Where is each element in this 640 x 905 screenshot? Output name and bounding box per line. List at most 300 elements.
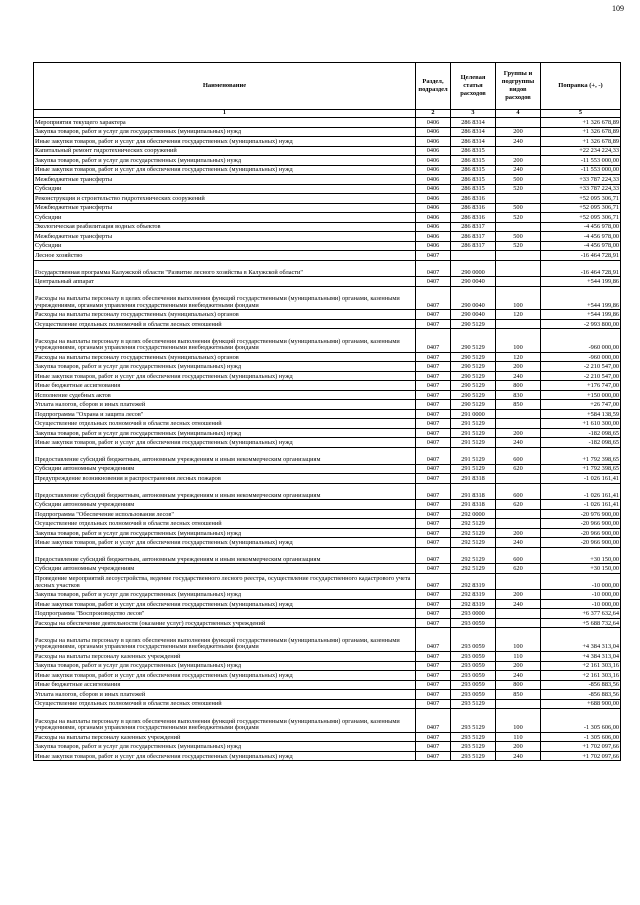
row-target-article: 291 5129 bbox=[451, 419, 496, 429]
row-target-article: 286 8317 bbox=[451, 222, 496, 232]
row-expense-type: 500 bbox=[496, 232, 541, 242]
row-expense-type: 500 bbox=[496, 175, 541, 185]
row-target-article: 291 5129 bbox=[451, 428, 496, 438]
row-expense-type: 200 bbox=[496, 742, 541, 752]
table-row bbox=[34, 362, 621, 372]
row-expense-type: 200 bbox=[496, 528, 541, 538]
table-row bbox=[34, 447, 621, 464]
row-section: 0407 bbox=[416, 609, 451, 619]
row-section: 0407 bbox=[416, 751, 451, 761]
row-amendment: -1 026 161,41 bbox=[541, 500, 621, 510]
table-row bbox=[34, 213, 621, 223]
row-amendment: -4 456 978,00 bbox=[541, 232, 621, 242]
row-target-article: 291 0000 bbox=[451, 409, 496, 419]
row-name: Иные закупки товаров, работ и услуг для обеспечения государственных (муниципальных) нужд bbox=[34, 538, 416, 548]
row-amendment: +1 702 097,66 bbox=[541, 751, 621, 761]
table-row bbox=[34, 400, 621, 410]
row-target-article: 290 5129 bbox=[451, 329, 496, 353]
row-target-article: 293 0059 bbox=[451, 690, 496, 700]
row-name: Центральный аппарат bbox=[34, 277, 416, 287]
table-row bbox=[34, 184, 621, 194]
row-expense-type bbox=[496, 260, 541, 277]
row-section: 0407 bbox=[416, 362, 451, 372]
budget-amendment-table bbox=[33, 62, 621, 761]
row-name: Лесное хозяйство bbox=[34, 251, 416, 261]
table-row bbox=[34, 232, 621, 242]
table-row bbox=[34, 146, 621, 156]
row-section: 0406 bbox=[416, 127, 451, 137]
row-name: Предоставление субсидий бюджетным, автономным учреждениям и иным некоммерческим организациям bbox=[34, 447, 416, 464]
row-name: Межбюджетные трансферты bbox=[34, 232, 416, 242]
column-number: 1 bbox=[34, 110, 416, 118]
row-target-article: 291 5129 bbox=[451, 438, 496, 448]
row-amendment: -2 210 547,00 bbox=[541, 362, 621, 372]
row-expense-type bbox=[496, 251, 541, 261]
row-name: Осуществление отдельных полномочий в области лесных отношений bbox=[34, 699, 416, 709]
row-name: Иные закупки товаров, работ и услуг для обеспечения государственных (муниципальных) нужд bbox=[34, 137, 416, 147]
row-name: Иные закупки товаров, работ и услуг для обеспечения государственных (муниципальных) нужд bbox=[34, 751, 416, 761]
table-row bbox=[34, 329, 621, 353]
row-name: Расходы на выплаты персоналу в целях обеспечения выполнения функций государственными (муниципальными) органами, казенными учреждениями, органами управления государственными внебюджетными фондами bbox=[34, 709, 416, 733]
row-section: 0407 bbox=[416, 538, 451, 548]
row-target-article: 290 0040 bbox=[451, 286, 496, 310]
row-name: Закупка товаров, работ и услуг для государственных (муниципальных) нужд bbox=[34, 590, 416, 600]
row-section: 0406 bbox=[416, 156, 451, 166]
row-section: 0407 bbox=[416, 251, 451, 261]
row-amendment: +2 161 303,16 bbox=[541, 671, 621, 681]
row-name: Реконструкция и строительство гидротехнических сооружений bbox=[34, 194, 416, 204]
row-amendment: +1 610 300,00 bbox=[541, 419, 621, 429]
row-amendment: -20 976 900,00 bbox=[541, 509, 621, 519]
row-expense-type: 120 bbox=[496, 352, 541, 362]
row-expense-type: 620 bbox=[496, 464, 541, 474]
row-name: Предоставление субсидий бюджетным, автономным учреждениям и иным некоммерческим организациям bbox=[34, 547, 416, 564]
row-amendment: +52 095 306,71 bbox=[541, 213, 621, 223]
row-expense-type: 200 bbox=[496, 428, 541, 438]
row-name: Расходы на выплаты персоналу казенных учреждений bbox=[34, 732, 416, 742]
row-target-article: 293 0059 bbox=[451, 680, 496, 690]
row-expense-type: 520 bbox=[496, 241, 541, 251]
row-section: 0407 bbox=[416, 500, 451, 510]
table-row bbox=[34, 528, 621, 538]
page-number: 109 bbox=[612, 4, 624, 13]
row-section: 0407 bbox=[416, 310, 451, 320]
row-name: Расходы на выплаты персоналу государственных (муниципальных) органов bbox=[34, 352, 416, 362]
table-row bbox=[34, 175, 621, 185]
table-row bbox=[34, 381, 621, 391]
row-section: 0407 bbox=[416, 419, 451, 429]
row-section: 0407 bbox=[416, 699, 451, 709]
row-name: Закупка товаров, работ и услуг для государственных (муниципальных) нужд bbox=[34, 428, 416, 438]
row-name: Капитальный ремонт гидротехнических сооружений bbox=[34, 146, 416, 156]
table-row bbox=[34, 742, 621, 752]
row-name: Субсидии автономным учреждениям bbox=[34, 564, 416, 574]
table-row bbox=[34, 260, 621, 277]
row-name: Закупка товаров, работ и услуг для государственных (муниципальных) нужд bbox=[34, 742, 416, 752]
row-expense-type: 120 bbox=[496, 310, 541, 320]
row-amendment: +30 150,00 bbox=[541, 547, 621, 564]
row-section: 0406 bbox=[416, 118, 451, 128]
row-name: Субсидии bbox=[34, 184, 416, 194]
table-row bbox=[34, 464, 621, 474]
table-row bbox=[34, 474, 621, 484]
row-amendment: +1 792 398,65 bbox=[541, 447, 621, 464]
row-amendment: -2 210 547,00 bbox=[541, 371, 621, 381]
row-name: Осуществление отдельных полномочий в области лесных отношений bbox=[34, 419, 416, 429]
row-name: Подпрограмма "Обеспечение использования лесов" bbox=[34, 509, 416, 519]
row-target-article: 286 8314 bbox=[451, 127, 496, 137]
row-expense-type: 850 bbox=[496, 400, 541, 410]
row-name: Расходы на выплаты персоналу государственных (муниципальных) органов bbox=[34, 310, 416, 320]
row-expense-type: 850 bbox=[496, 690, 541, 700]
row-amendment: -856 883,56 bbox=[541, 680, 621, 690]
row-section: 0407 bbox=[416, 329, 451, 353]
row-expense-type bbox=[496, 618, 541, 628]
table-row bbox=[34, 599, 621, 609]
row-name: Межбюджетные трансферты bbox=[34, 175, 416, 185]
row-amendment: +52 095 306,71 bbox=[541, 203, 621, 213]
row-expense-type: 110 bbox=[496, 732, 541, 742]
row-section: 0407 bbox=[416, 709, 451, 733]
row-name: Уплата налогов, сборов и иных платежей bbox=[34, 690, 416, 700]
header-expense-type: Группы и подгруппы видов расходов bbox=[496, 63, 541, 110]
column-number: 4 bbox=[496, 110, 541, 118]
row-section: 0407 bbox=[416, 286, 451, 310]
row-target-article: 290 5129 bbox=[451, 371, 496, 381]
row-section: 0407 bbox=[416, 732, 451, 742]
row-target-article: 293 0059 bbox=[451, 661, 496, 671]
row-amendment: -1 026 161,41 bbox=[541, 474, 621, 484]
row-section: 0406 bbox=[416, 165, 451, 175]
row-amendment: -20 966 900,00 bbox=[541, 538, 621, 548]
row-target-article: 290 5129 bbox=[451, 400, 496, 410]
table-row bbox=[34, 203, 621, 213]
row-target-article: 286 8317 bbox=[451, 241, 496, 251]
row-section: 0407 bbox=[416, 680, 451, 690]
table-row bbox=[34, 419, 621, 429]
row-section: 0407 bbox=[416, 590, 451, 600]
row-name: Мероприятия текущего характера bbox=[34, 118, 416, 128]
table-row bbox=[34, 699, 621, 709]
row-name: Расходы на выплаты персоналу казенных учреждений bbox=[34, 652, 416, 662]
row-expense-type bbox=[496, 609, 541, 619]
row-expense-type: 620 bbox=[496, 500, 541, 510]
table-row bbox=[34, 310, 621, 320]
row-name: Осуществление отдельных полномочий в области лесных отношений bbox=[34, 319, 416, 329]
row-amendment: +5 688 732,64 bbox=[541, 618, 621, 628]
row-name: Закупка товаров, работ и услуг для государственных (муниципальных) нужд bbox=[34, 127, 416, 137]
row-expense-type: 800 bbox=[496, 381, 541, 391]
header-target-article: Целевая статья расходов bbox=[451, 63, 496, 110]
row-amendment: +1 702 097,66 bbox=[541, 742, 621, 752]
row-section: 0407 bbox=[416, 483, 451, 500]
row-name: Расходы на обеспечение деятельности (оказание услуг) государственных учреждений bbox=[34, 618, 416, 628]
row-amendment: -2 993 800,00 bbox=[541, 319, 621, 329]
row-expense-type bbox=[496, 319, 541, 329]
table-row bbox=[34, 690, 621, 700]
row-name: Межбюджетные трансферты bbox=[34, 203, 416, 213]
table-row bbox=[34, 156, 621, 166]
row-amendment: +6 377 632,64 bbox=[541, 609, 621, 619]
row-amendment: +544 199,86 bbox=[541, 310, 621, 320]
row-target-article: 286 8317 bbox=[451, 232, 496, 242]
column-number: 3 bbox=[451, 110, 496, 118]
table-row bbox=[34, 390, 621, 400]
row-expense-type: 800 bbox=[496, 680, 541, 690]
table-row bbox=[34, 251, 621, 261]
header-section: Раздел, подраздел bbox=[416, 63, 451, 110]
row-name: Субсидии автономным учреждениям bbox=[34, 500, 416, 510]
row-expense-type bbox=[496, 118, 541, 128]
row-section: 0407 bbox=[416, 742, 451, 752]
table-row bbox=[34, 732, 621, 742]
table-row bbox=[34, 286, 621, 310]
row-section: 0406 bbox=[416, 175, 451, 185]
row-expense-type: 200 bbox=[496, 590, 541, 600]
row-target-article: 293 0059 bbox=[451, 652, 496, 662]
table-row bbox=[34, 680, 621, 690]
table-row bbox=[34, 483, 621, 500]
row-section: 0407 bbox=[416, 573, 451, 590]
row-amendment: +688 900,00 bbox=[541, 699, 621, 709]
table-row bbox=[34, 519, 621, 529]
row-name: Предоставление субсидий бюджетным, автономным учреждениям и иным некоммерческим организациям bbox=[34, 483, 416, 500]
row-name: Субсидии автономным учреждениям bbox=[34, 464, 416, 474]
row-amendment: +26 747,00 bbox=[541, 400, 621, 410]
row-amendment: +1 792 398,65 bbox=[541, 464, 621, 474]
table-row bbox=[34, 127, 621, 137]
row-section: 0406 bbox=[416, 203, 451, 213]
row-amendment: +1 326 678,89 bbox=[541, 137, 621, 147]
table-row bbox=[34, 165, 621, 175]
row-section: 0407 bbox=[416, 661, 451, 671]
row-amendment: -16 464 728,91 bbox=[541, 251, 621, 261]
row-target-article: 292 5129 bbox=[451, 519, 496, 529]
row-section: 0407 bbox=[416, 690, 451, 700]
row-section: 0407 bbox=[416, 547, 451, 564]
row-name: Расходы на выплаты персоналу в целях обеспечения выполнения функций государственными (муниципальными) органами, казенными учреждениями, органами управления государственными внебюджетными фондами bbox=[34, 628, 416, 652]
row-name: Иные закупки товаров, работ и услуг для обеспечения государственных (муниципальных) нужд bbox=[34, 371, 416, 381]
table-row bbox=[34, 564, 621, 574]
header-name: Наименование bbox=[34, 63, 416, 110]
row-section: 0407 bbox=[416, 671, 451, 681]
row-name: Экологическая реабилитация водных объектов bbox=[34, 222, 416, 232]
row-amendment: +4 384 313,04 bbox=[541, 652, 621, 662]
row-name: Иные закупки товаров, работ и услуг для обеспечения государственных (муниципальных) нужд bbox=[34, 165, 416, 175]
row-name: Иные закупки товаров, работ и услуг для обеспечения государственных (муниципальных) нужд bbox=[34, 599, 416, 609]
row-target-article: 286 8315 bbox=[451, 146, 496, 156]
row-expense-type: 100 bbox=[496, 286, 541, 310]
row-section: 0407 bbox=[416, 447, 451, 464]
row-expense-type bbox=[496, 419, 541, 429]
row-target-article: 286 8315 bbox=[451, 184, 496, 194]
row-name: Иные закупки товаров, работ и услуг для обеспечения государственных (муниципальных) нужд bbox=[34, 438, 416, 448]
row-expense-type bbox=[496, 222, 541, 232]
row-name: Иные бюджетные ассигнования bbox=[34, 381, 416, 391]
row-amendment: -182 098,65 bbox=[541, 428, 621, 438]
row-expense-type: 600 bbox=[496, 547, 541, 564]
table-row bbox=[34, 573, 621, 590]
table-row bbox=[34, 438, 621, 448]
row-expense-type bbox=[496, 519, 541, 529]
table-row bbox=[34, 222, 621, 232]
row-expense-type: 100 bbox=[496, 628, 541, 652]
row-amendment: -11 553 000,00 bbox=[541, 165, 621, 175]
row-target-article bbox=[451, 251, 496, 261]
row-amendment: -1 305 606,00 bbox=[541, 732, 621, 742]
row-amendment: -1 026 161,41 bbox=[541, 483, 621, 500]
row-expense-type: 240 bbox=[496, 371, 541, 381]
row-section: 0407 bbox=[416, 381, 451, 391]
row-name: Закупка товаров, работ и услуг для государственных (муниципальных) нужд bbox=[34, 528, 416, 538]
row-target-article: 290 5129 bbox=[451, 352, 496, 362]
row-expense-type: 520 bbox=[496, 184, 541, 194]
row-amendment: -1 305 606,00 bbox=[541, 709, 621, 733]
row-name: Субсидии bbox=[34, 241, 416, 251]
row-expense-type: 100 bbox=[496, 709, 541, 733]
row-amendment: -182 098,65 bbox=[541, 438, 621, 448]
row-amendment: +544 199,86 bbox=[541, 277, 621, 287]
row-expense-type bbox=[496, 573, 541, 590]
row-section: 0407 bbox=[416, 599, 451, 609]
row-section: 0407 bbox=[416, 564, 451, 574]
row-section: 0407 bbox=[416, 652, 451, 662]
row-section: 0407 bbox=[416, 519, 451, 529]
row-name: Расходы на выплаты персоналу в целях обеспечения выполнения функций государственными (муниципальными) органами, казенными учреждениями, органами управления государственными внебюджетными фондами bbox=[34, 286, 416, 310]
row-amendment: -10 000,00 bbox=[541, 573, 621, 590]
row-expense-type bbox=[496, 409, 541, 419]
row-name: Осуществление отдельных полномочий в области лесных отношений bbox=[34, 519, 416, 529]
row-expense-type: 200 bbox=[496, 156, 541, 166]
row-name: Проведение мероприятий лесоустройства, ведение государственного лесного реестра, осуществление государственного кадастрового учета лесных участков bbox=[34, 573, 416, 590]
row-expense-type: 240 bbox=[496, 137, 541, 147]
row-name: Расходы на выплаты персоналу в целях обеспечения выполнения функций государственными (муниципальными) органами, казенными учреждениями, органами управления государственными внебюджетными фондами bbox=[34, 329, 416, 353]
row-section: 0407 bbox=[416, 428, 451, 438]
row-target-article: 291 5129 bbox=[451, 447, 496, 464]
row-target-article: 290 0040 bbox=[451, 277, 496, 287]
table-row bbox=[34, 509, 621, 519]
row-target-article: 286 8315 bbox=[451, 156, 496, 166]
row-section: 0406 bbox=[416, 241, 451, 251]
row-expense-type: 600 bbox=[496, 483, 541, 500]
row-name: Исполнение судебных актов bbox=[34, 390, 416, 400]
row-expense-type bbox=[496, 509, 541, 519]
row-amendment: -4 456 978,00 bbox=[541, 222, 621, 232]
row-amendment: +33 787 224,33 bbox=[541, 175, 621, 185]
row-section: 0406 bbox=[416, 146, 451, 156]
table-row bbox=[34, 671, 621, 681]
row-amendment: +2 161 303,16 bbox=[541, 661, 621, 671]
table-row bbox=[34, 137, 621, 147]
row-amendment: -10 000,00 bbox=[541, 599, 621, 609]
table-row bbox=[34, 277, 621, 287]
row-amendment: -4 456 978,00 bbox=[541, 241, 621, 251]
row-section: 0406 bbox=[416, 222, 451, 232]
row-amendment: -11 553 000,00 bbox=[541, 156, 621, 166]
row-expense-type: 240 bbox=[496, 438, 541, 448]
row-expense-type bbox=[496, 194, 541, 204]
row-amendment: -20 966 900,00 bbox=[541, 528, 621, 538]
row-expense-type: 240 bbox=[496, 751, 541, 761]
row-target-article: 293 0059 bbox=[451, 671, 496, 681]
table-row bbox=[34, 652, 621, 662]
row-amendment: -10 000,00 bbox=[541, 590, 621, 600]
row-expense-type: 200 bbox=[496, 661, 541, 671]
row-amendment: +22 234 224,33 bbox=[541, 146, 621, 156]
table-row bbox=[34, 751, 621, 761]
row-target-article: 293 5129 bbox=[451, 709, 496, 733]
row-target-article: 292 8319 bbox=[451, 599, 496, 609]
row-section: 0407 bbox=[416, 400, 451, 410]
row-section: 0406 bbox=[416, 184, 451, 194]
row-expense-type: 620 bbox=[496, 564, 541, 574]
row-target-article: 292 8319 bbox=[451, 573, 496, 590]
row-amendment: -960 000,00 bbox=[541, 352, 621, 362]
row-target-article: 292 0000 bbox=[451, 509, 496, 519]
row-section: 0406 bbox=[416, 137, 451, 147]
row-name: Подпрограмма "Охрана и защита лесов" bbox=[34, 409, 416, 419]
table-header-row bbox=[34, 63, 621, 110]
row-amendment: +1 326 678,89 bbox=[541, 118, 621, 128]
column-number-row bbox=[34, 110, 621, 118]
row-target-article: 293 0000 bbox=[451, 609, 496, 619]
row-amendment: +1 326 678,89 bbox=[541, 127, 621, 137]
row-amendment: -856 883,56 bbox=[541, 690, 621, 700]
column-number: 5 bbox=[541, 110, 621, 118]
row-section: 0406 bbox=[416, 232, 451, 242]
row-name: Иные закупки товаров, работ и услуг для обеспечения государственных (муниципальных) нужд bbox=[34, 671, 416, 681]
header-amendment: Поправка (+, -) bbox=[541, 63, 621, 110]
row-section: 0407 bbox=[416, 464, 451, 474]
row-name: Закупка товаров, работ и услуг для государственных (муниципальных) нужд bbox=[34, 661, 416, 671]
row-amendment: +4 384 313,04 bbox=[541, 628, 621, 652]
row-target-article: 291 8318 bbox=[451, 474, 496, 484]
row-target-article: 286 8315 bbox=[451, 175, 496, 185]
row-target-article: 290 5129 bbox=[451, 390, 496, 400]
row-name: Уплата налогов, сборов и иных платежей bbox=[34, 400, 416, 410]
table-row bbox=[34, 118, 621, 128]
row-expense-type: 100 bbox=[496, 329, 541, 353]
row-target-article: 292 5129 bbox=[451, 528, 496, 538]
row-section: 0407 bbox=[416, 409, 451, 419]
row-amendment: +544 199,86 bbox=[541, 286, 621, 310]
table-row bbox=[34, 590, 621, 600]
table-row bbox=[34, 709, 621, 733]
row-expense-type: 520 bbox=[496, 213, 541, 223]
table-row bbox=[34, 371, 621, 381]
row-amendment: +150 000,00 bbox=[541, 390, 621, 400]
row-expense-type: 830 bbox=[496, 390, 541, 400]
row-expense-type: 200 bbox=[496, 362, 541, 372]
row-section: 0407 bbox=[416, 390, 451, 400]
row-section: 0407 bbox=[416, 438, 451, 448]
row-target-article: 293 0059 bbox=[451, 628, 496, 652]
row-amendment: +52 095 306,71 bbox=[541, 194, 621, 204]
row-target-article: 290 5129 bbox=[451, 362, 496, 372]
row-section: 0407 bbox=[416, 260, 451, 277]
row-expense-type bbox=[496, 474, 541, 484]
row-amendment: +584 138,59 bbox=[541, 409, 621, 419]
table-row bbox=[34, 241, 621, 251]
table-row bbox=[34, 500, 621, 510]
row-expense-type: 240 bbox=[496, 538, 541, 548]
row-name: Закупка товаров, работ и услуг для государственных (муниципальных) нужд bbox=[34, 156, 416, 166]
row-target-article: 292 5129 bbox=[451, 564, 496, 574]
row-target-article: 286 8314 bbox=[451, 118, 496, 128]
row-target-article: 286 8314 bbox=[451, 137, 496, 147]
row-expense-type bbox=[496, 277, 541, 287]
row-section: 0407 bbox=[416, 618, 451, 628]
